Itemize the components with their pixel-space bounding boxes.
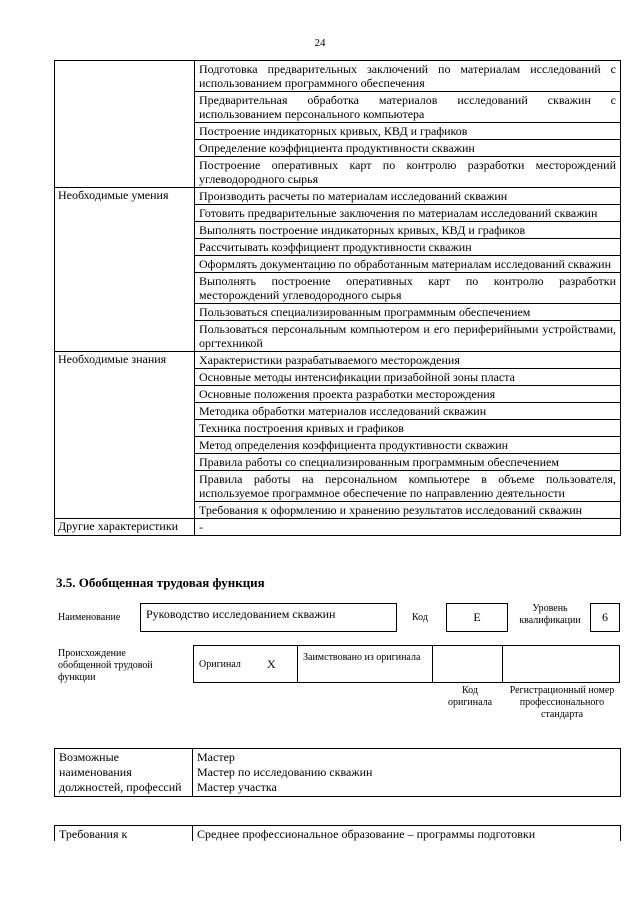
name-value: Руководство исследованием скважин <box>140 603 397 632</box>
row-value: Подготовка предварительных заключений по материалам исследований с использованием программного обеспечения <box>195 61 621 92</box>
row-value: Выполнять построение оперативных карт по контролю разработки месторождений углеводородного сырья <box>195 273 621 304</box>
table-row <box>55 61 621 92</box>
row-value: Методика обработки материалов исследований скважин <box>195 403 621 420</box>
reg-number-label: Регистрационный номер профессионального стандарта <box>509 685 615 720</box>
row-label: Необходимые знания <box>55 352 195 519</box>
section-title: 3.5. Обобщенная трудовая функция <box>56 575 265 590</box>
table-row <box>55 188 621 205</box>
position-item: Мастер <box>197 750 235 764</box>
row-value: Производить расчеты по материалам исследований скважин <box>195 188 621 205</box>
reg-number-cell <box>503 646 620 683</box>
row-value: Пользоваться персональным компьютером и его периферийными устройствами, оргтехникой <box>195 321 621 352</box>
row-value: Определение коэффициента продуктивности скважин <box>195 140 621 157</box>
row-value: Готовить предварительные заключения по материалам исследований скважин <box>195 205 621 222</box>
row-label <box>55 61 195 188</box>
original-cell <box>194 646 298 683</box>
name-label: Наименование <box>58 612 121 623</box>
row-value: Построение индикаторных кривых, КВД и графиков <box>195 123 621 140</box>
row-value: Предварительная обработка материалов исследований скважин с использованием персонального компьютера <box>195 92 621 123</box>
qualification-level-label: Уровень квалификации <box>519 603 581 626</box>
row-label: Другие характеристики <box>55 519 195 536</box>
row-value: Характеристики разрабатываемого месторождения <box>195 352 621 369</box>
education-table <box>54 825 621 841</box>
code-value: E <box>446 603 508 632</box>
row-value: Построение оперативных карт по контролю разработки месторождений углеводородного сырья <box>195 157 621 188</box>
row-value: Метод определения коэффициента продуктивности скважин <box>195 437 621 454</box>
origin-label: Происхождение обобщенной трудовой функции <box>58 648 153 683</box>
original-mark: X <box>267 657 276 671</box>
original-label: Оригинал <box>199 658 241 670</box>
requirements-table <box>54 60 621 536</box>
borrowed-cell: Заимствовано из оригинала <box>298 646 433 683</box>
row-value: Требования к оформлению и хранению результатов исследований скважин <box>195 502 621 519</box>
education-label: Требования к <box>55 826 193 842</box>
row-label: Необходимые умения <box>55 188 195 352</box>
position-item: Мастер участка <box>197 780 277 794</box>
row-value: - <box>195 519 621 536</box>
positions-table <box>54 748 621 797</box>
row-value: Основные методы интенсификации призабойной зоны пласта <box>195 369 621 386</box>
row-value: Правила работы на персональном компьютере в объеме пользователя, используемое программное обеспечение по направлению деятельности <box>195 471 621 502</box>
row-value: Выполнять построение индикаторных кривых, КВД и графиков <box>195 222 621 239</box>
positions-label: Возможные наименования должностей, профессий <box>55 749 193 797</box>
code-original-cell <box>433 646 503 683</box>
education-value: Среднее профессиональное образование – программы подготовки <box>193 826 621 842</box>
code-label: Код <box>412 612 428 623</box>
row-value: Правила работы со специализированным программным обеспечением <box>195 454 621 471</box>
row-value: Пользоваться специализированным программным обеспечением <box>195 304 621 321</box>
positions-values <box>193 749 621 797</box>
row-value: Техника построения кривых и графиков <box>195 420 621 437</box>
row-value: Основные положения проекта разработки месторождения <box>195 386 621 403</box>
origin-table <box>193 645 620 683</box>
table-row <box>55 519 621 536</box>
position-item: Мастер по исследованию скважин <box>197 765 373 779</box>
row-value: Рассчитывать коэффициент продуктивности скважин <box>195 239 621 256</box>
table-row <box>55 352 621 369</box>
code-original-label: Код оригинала <box>447 685 493 708</box>
qualification-level-value: 6 <box>590 603 620 632</box>
row-value: Оформлять документацию по обработанным материалам исследований скважин <box>195 256 621 273</box>
page-number: 24 <box>314 37 326 49</box>
